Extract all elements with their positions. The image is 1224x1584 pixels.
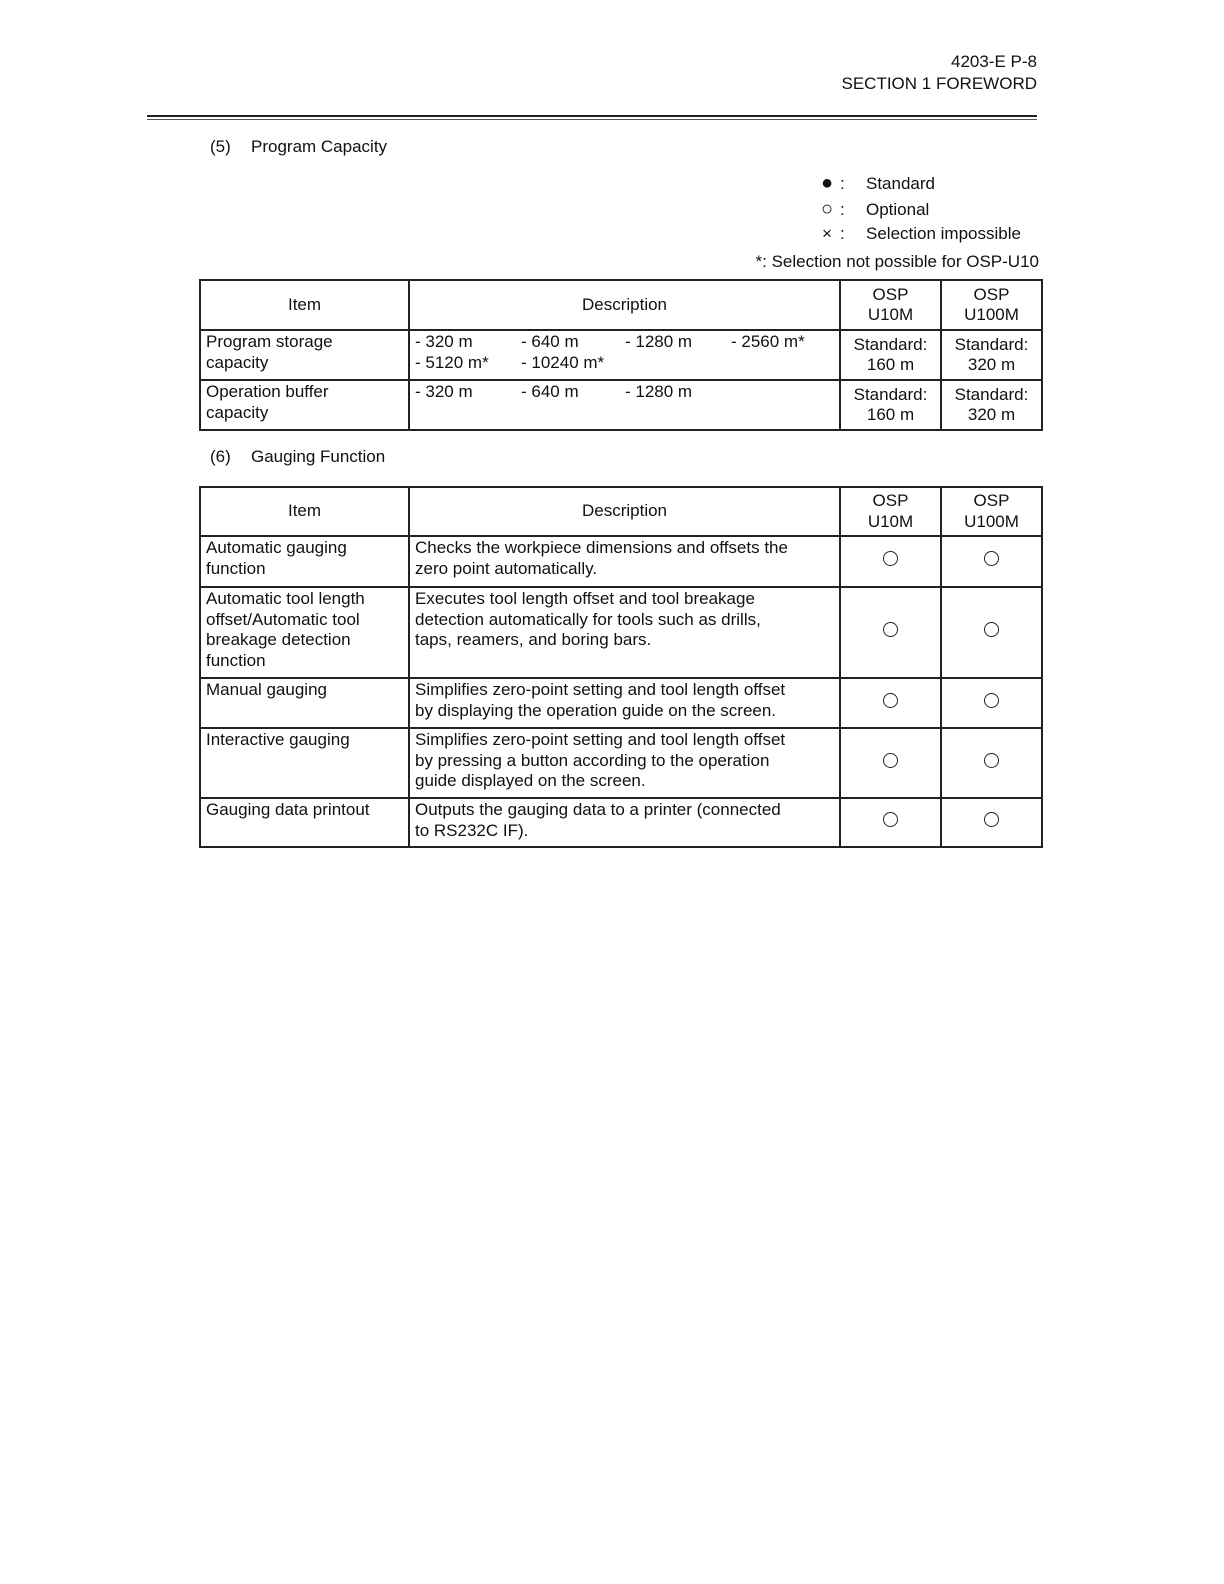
table-row <box>200 798 1042 847</box>
item-text: capacity <box>206 402 269 422</box>
item-text: Automatic tool length <box>206 589 365 608</box>
table-row <box>200 330 1042 380</box>
description-cell <box>409 587 840 678</box>
capacity-option: - 2560 m* <box>731 332 805 351</box>
description-text: Executes tool length offset and tool breakage <box>415 589 755 608</box>
standard-value: 160 m <box>866 355 915 374</box>
item-text: capacity <box>206 352 269 372</box>
u10m-cell <box>840 380 941 430</box>
description-text: Checks the workpiece dimensions and offsets the <box>415 538 788 557</box>
legend-item <box>814 222 1021 247</box>
description-text: Outputs the gauging data to a printer (connected <box>415 800 781 819</box>
u100m-cell <box>941 798 1042 847</box>
open-circle-icon <box>984 622 999 637</box>
filled-circle-icon: ● <box>820 172 834 194</box>
description-text: taps, reamers, and boring bars. <box>415 630 652 649</box>
u100m-cell <box>941 380 1042 430</box>
page-id: 4203-E P-8 <box>951 52 1037 71</box>
header-description: Description <box>409 280 840 330</box>
description-text: detection automatically for tools such as drills, <box>415 609 761 629</box>
u10m-cell <box>840 536 941 587</box>
legend-colon: : <box>840 224 845 243</box>
item-text: breakage detection <box>206 630 351 649</box>
section-5-heading <box>210 137 387 157</box>
item-cell <box>200 536 409 587</box>
standard-value: 160 m <box>866 405 915 424</box>
item-text: Gauging data printout <box>206 800 370 819</box>
description-text: Simplifies zero-point setting and tool length offset <box>415 730 786 749</box>
cross-icon: × <box>822 224 832 243</box>
item-cell <box>200 587 409 678</box>
description-text: by displaying the operation guide on the screen. <box>415 700 777 720</box>
description-text: Simplifies zero-point setting and tool length offset <box>415 680 786 699</box>
item-cell <box>200 798 409 847</box>
description-cell <box>409 330 840 380</box>
capacity-option: - 1280 m <box>625 332 693 351</box>
standard-value: 320 m <box>967 355 1016 374</box>
u100m-cell <box>941 330 1042 380</box>
capacity-option: - 320 m <box>415 332 473 351</box>
capacity-option: - 10240 m* <box>521 352 605 372</box>
open-circle-icon <box>984 812 999 827</box>
open-circle-icon <box>883 693 898 708</box>
item-cell <box>200 678 409 728</box>
header-u10m <box>840 487 941 536</box>
header-text: OSP <box>973 491 1010 510</box>
legend-colon: : <box>840 174 845 193</box>
open-circle-icon <box>883 812 898 827</box>
u100m-cell <box>941 728 1042 798</box>
item-text: Program storage <box>206 332 333 351</box>
item-cell <box>200 728 409 798</box>
u10m-cell <box>840 728 941 798</box>
table-row <box>200 380 1042 430</box>
header-text: OSP <box>872 284 909 304</box>
table-header-row <box>200 487 1042 536</box>
header-item: Item <box>200 280 409 330</box>
header-item: Item <box>200 487 409 536</box>
table-row <box>200 536 1042 587</box>
open-circle-icon <box>883 622 898 637</box>
description-cell <box>409 536 840 587</box>
u10m-cell <box>840 330 941 380</box>
header-u10m <box>840 280 941 330</box>
legend-colon: : <box>840 199 845 219</box>
table-header-row <box>200 280 1042 330</box>
item-text: function <box>206 558 266 578</box>
section-title: Gauging Function <box>251 447 386 466</box>
description-text: guide displayed on the screen. <box>415 771 646 790</box>
u100m-cell <box>941 678 1042 728</box>
standard-value: Standard: <box>954 384 1029 404</box>
header-text: U100M <box>964 511 1019 531</box>
header-rule <box>147 115 1037 120</box>
item-cell <box>200 330 409 380</box>
section-title: Program Capacity <box>251 137 388 156</box>
legend-item <box>814 197 1021 223</box>
standard-value: Standard: <box>853 334 928 354</box>
gauging-function-table <box>199 486 1043 848</box>
u10m-cell <box>840 678 941 728</box>
description-cell <box>409 678 840 728</box>
description-text: to RS232C IF). <box>415 820 529 840</box>
legend-item <box>814 171 1021 197</box>
description-cell <box>409 798 840 847</box>
standard-value: Standard: <box>853 384 928 404</box>
capacity-option: - 1280 m <box>625 382 693 401</box>
u100m-cell <box>941 536 1042 587</box>
header-description: Description <box>409 487 840 536</box>
legend-label: Selection impossible <box>866 224 1021 243</box>
open-circle-icon <box>984 551 999 566</box>
open-circle-icon <box>883 551 898 566</box>
header-u100m <box>941 487 1042 536</box>
u10m-cell <box>840 587 941 678</box>
capacity-option: - 640 m <box>521 382 579 401</box>
standard-value: 320 m <box>967 405 1016 424</box>
section-6-heading <box>210 447 385 467</box>
header-text: OSP <box>872 491 909 510</box>
header-text: OSP <box>973 284 1010 304</box>
section-title: SECTION 1 FOREWORD <box>841 74 1037 93</box>
section-number: (5) <box>210 137 231 156</box>
legend-label: Optional <box>866 199 930 219</box>
table-row <box>200 678 1042 728</box>
item-text: function <box>206 650 266 670</box>
header-text: U100M <box>964 305 1019 324</box>
item-text: Manual gauging <box>206 680 327 699</box>
header-u100m <box>941 280 1042 330</box>
description-cell <box>409 380 840 430</box>
standard-value: Standard: <box>954 334 1029 354</box>
open-circle-icon <box>883 753 898 768</box>
open-circle-icon: ○ <box>820 197 834 220</box>
description-text: by pressing a button according to the operation <box>415 750 770 770</box>
legend-label: Standard <box>866 174 935 193</box>
header-text: U10M <box>867 305 914 324</box>
u100m-cell <box>941 587 1042 678</box>
capacity-option: - 5120 m* <box>415 352 489 372</box>
section-number: (6) <box>210 447 231 466</box>
capacity-option: - 640 m <box>521 332 579 351</box>
open-circle-icon <box>984 753 999 768</box>
footnote: *: Selection not possible for OSP-U10 <box>755 252 1039 271</box>
header-text: U10M <box>867 511 914 531</box>
table-row <box>200 587 1042 678</box>
legend <box>814 171 1021 247</box>
description-cell <box>409 728 840 798</box>
description-text: zero point automatically. <box>415 558 598 578</box>
item-text: Operation buffer <box>206 382 329 401</box>
item-text: Interactive gauging <box>206 730 350 749</box>
u10m-cell <box>840 798 941 847</box>
capacity-option: - 320 m <box>415 382 473 401</box>
open-circle-icon <box>984 693 999 708</box>
table-row <box>200 728 1042 798</box>
program-capacity-table <box>199 279 1043 431</box>
item-text: offset/Automatic tool <box>206 609 360 629</box>
item-cell <box>200 380 409 430</box>
item-text: Automatic gauging <box>206 538 347 557</box>
